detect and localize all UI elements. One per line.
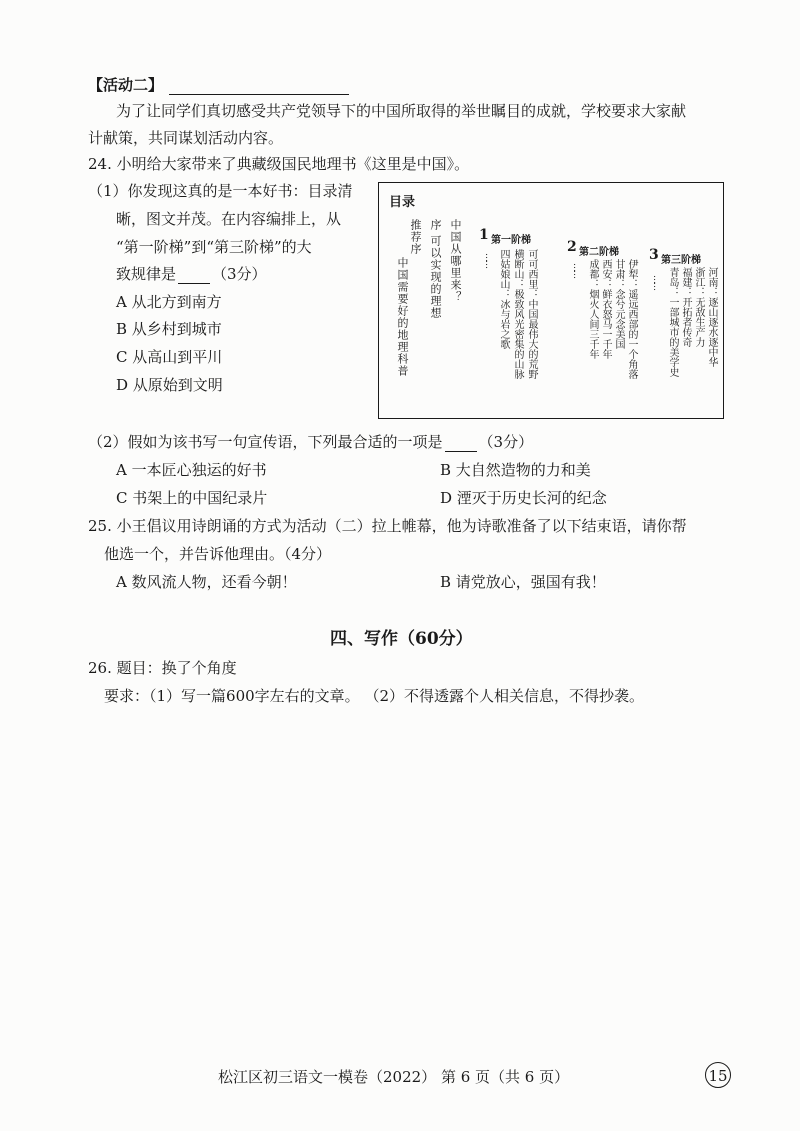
q24-p2-option-c: C 书架上的中国纪录片 — [116, 489, 268, 507]
q24-p1-option-c: C 从高山到平川 — [116, 348, 223, 366]
toc-stage3-item-2: 浙江：无敌生产力 — [693, 267, 704, 347]
q24-p1-option-d: D 从原始到文明 — [116, 376, 223, 394]
q24-p1-prefix: 致规律是 — [116, 265, 177, 283]
q24-p2-option-a: A 一本匠心独运的好书 — [116, 461, 267, 479]
toc-stage2-dots: …… — [571, 263, 581, 277]
toc-preface-col1: 推荐序 — [409, 219, 422, 255]
q25-option-b: B 请党放心，强国有我！ — [440, 573, 606, 591]
q24-p1-option-a: A 从北方到南方 — [116, 293, 222, 311]
toc-box — [378, 182, 724, 419]
q24-p1-answer-blank — [178, 269, 210, 284]
toc-stage2-item-3: 西安：鲜衣怒马一千年 — [600, 259, 611, 359]
section4-title: 四、写作（60分） — [330, 629, 473, 649]
activity-title-blank — [169, 79, 349, 95]
q24-p1-line-3: “第一阶梯”到“第三阶梯”的大 — [116, 238, 312, 256]
toc-stage2-number: 2 — [567, 239, 577, 255]
q24-p2-answer-blank — [445, 437, 477, 452]
toc-stage2-item-4: 成都：烟火人间三千年 — [587, 259, 598, 359]
q24-stem: 24. 小明给大家带来了典藏级国民地理书《这里是中国》。 — [88, 155, 470, 173]
q24-p1-score: （3分） — [212, 265, 267, 283]
page-circle-number: 15 — [705, 1062, 731, 1088]
q24-p2-option-b: B 大自然造物的力和美 — [440, 461, 591, 479]
toc-stage3-label: 第三阶梯 — [661, 255, 701, 266]
toc-stage3-item-4: 青岛：一部城市的美学史 — [667, 267, 678, 377]
activity-heading — [88, 74, 349, 95]
toc-title: 目录 — [389, 195, 416, 210]
toc-preface-col2: 中国需要好的地理科普 — [396, 257, 409, 377]
q26-title: 26. 题目：换了个角度 — [88, 659, 237, 677]
toc-stage3-item-3: 福建：开拓者传奇 — [680, 267, 691, 347]
toc-stage3-item-1: 河南：逐山逐水逐中华 — [706, 267, 717, 367]
toc-stage3-number: 3 — [649, 247, 659, 263]
q24-p1-line-2: 晰，图文并茂。在内容编排上，从 — [116, 210, 342, 228]
toc-stage1-dots: …… — [483, 253, 493, 267]
intro-line-2: 计献策，共同谋划活动内容。 — [88, 129, 284, 147]
toc-stage1-label: 第一阶梯 — [491, 235, 531, 246]
intro-line-1: 为了让同学们真切感受共产党领导下的中国所取得的举世瞩目的成就，学校要求大家献 — [116, 102, 687, 120]
q24-p1-line-1: （1）你发现这真的是一本好书：目录清 — [88, 182, 353, 200]
toc-stage1-item-1: 可可西里：中国最伟大的荒野 — [526, 249, 537, 379]
q24-p2-prefix: （2）假如为该书写一句宣传语，下列最合适的一项是 — [88, 433, 443, 451]
toc-stage3-dots: …… — [651, 275, 661, 289]
toc-stage1-item-3: 四姑娘山：冰与岩之歌 — [498, 249, 509, 349]
q24-p2-score: （3分） — [478, 433, 534, 451]
q25-line-1: 25. 小王倡议用诗朗诵的方式为活动（二）拉上帷幕，他为诗歌准备了以下结束语，请你帮 — [88, 517, 687, 535]
q24-p2-option-d: D 湮灭于历史长河的纪念 — [440, 489, 607, 507]
q24-p2-line — [88, 431, 533, 452]
toc-stage2-item-2: 甘肃：念兮元念美国 — [613, 259, 624, 349]
toc-stage1-number: 1 — [479, 227, 489, 243]
footer-text: 松江区初三语文一模卷（2022） 第 6 页（共 6 页） — [218, 1068, 570, 1086]
toc-stage1-item-2: 横断山：极致风光密集的山脉 — [512, 249, 523, 379]
q26-requirements: 要求：（1）写一篇600字左右的文章。 （2）不得透露个人相关信息，不得抄袭。 — [104, 687, 644, 705]
toc-stage2-label: 第二阶梯 — [579, 247, 619, 258]
activity-label: 【活动二】 — [88, 76, 164, 94]
q24-p1-line-4 — [116, 263, 267, 284]
toc-preface-col4: 可以实现的理想 — [429, 235, 442, 319]
q24-p1-option-b: B 从乡村到城市 — [116, 320, 222, 338]
q25-option-a: A 数风流人物，还看今朝！ — [116, 573, 297, 591]
toc-preface-col3: 序 — [429, 219, 442, 231]
toc-origin: 中国从哪里来？ — [449, 219, 462, 303]
toc-stage2-item-1: 伊犁：遥远西部的一个角落 — [626, 259, 637, 379]
q25-line-2: 他选一个，并告诉他理由。（4分） — [104, 545, 332, 563]
